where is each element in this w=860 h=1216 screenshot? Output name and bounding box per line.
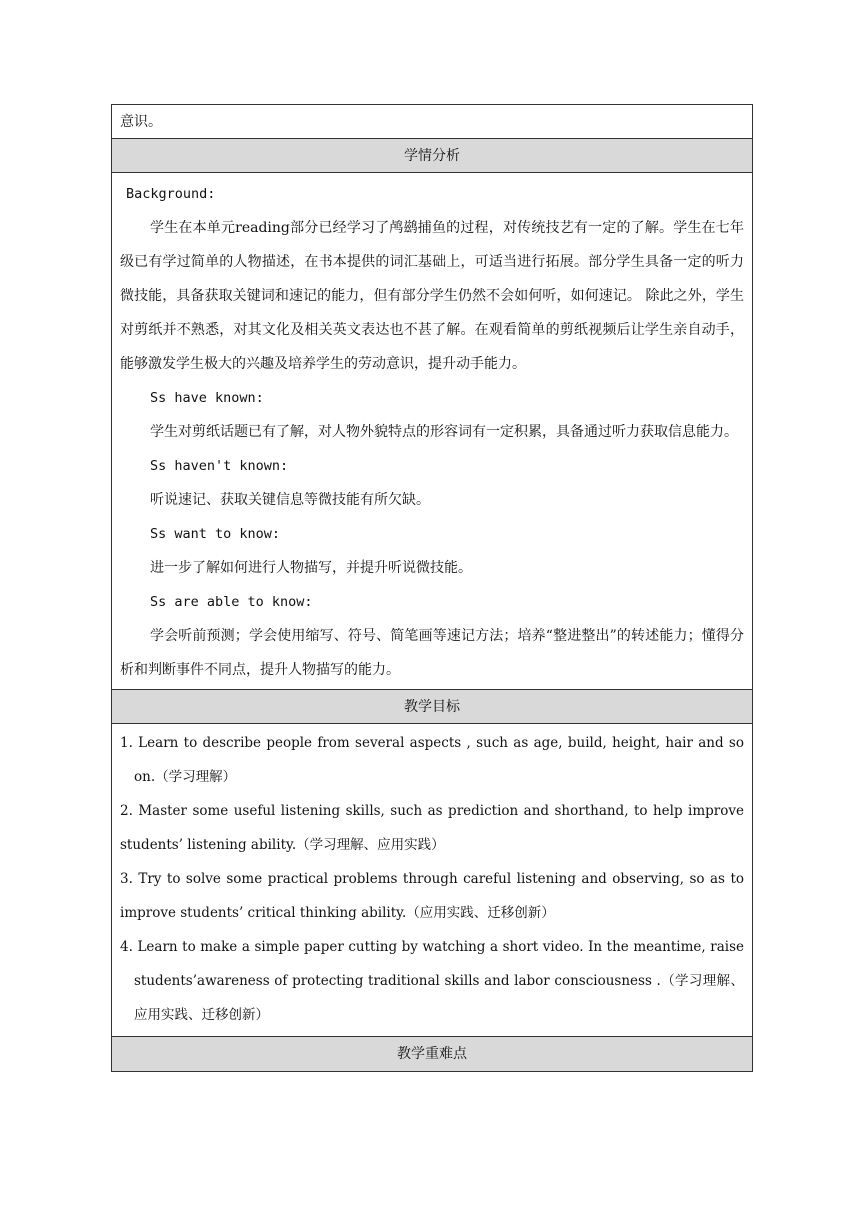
objective-item: 1. Learn to describe people from several aspects , such as age, build, height, hair and so on.（学习理解）	[120, 735, 744, 785]
student-analysis-header	[112, 139, 752, 173]
student-analysis-content	[112, 173, 752, 690]
key-points-title: 教学重难点	[397, 1046, 467, 1062]
known-text: 学生对剪纸话题已有了解，对人物外貌特点的形容词有一定积累，具备通过听力获取信息能力。	[150, 424, 738, 440]
intro-row	[112, 105, 752, 139]
not-known-label: Ss haven't known:	[150, 458, 289, 474]
background-text: 学生在本单元reading部分已经学习了鸬鹚捕鱼的过程，对传统技艺有一定的了解。学生在七年级已有学过简单的人物描述，在书本提供的词汇基础上，可适当进行拓展。部分学生具备一定的听力微技能，具备获取关键词和速记的能力，但有部分学生仍然不会如何听，如何速记。 除此之外，学生对剪纸并不熟悉，对其文化及相关英文表达也不甚了解。在观看简单的剪纸视频后让学生亲自动手，能够激发学生极大的兴趣及培养学生的劳动意识，提升动手能力。	[120, 220, 744, 372]
able-text: 学会听前预测；学会使用缩写、符号、简笔画等速记方法；培养“整进整出”的转述能力；懂得分析和判断事件不同点，提升人物描写的能力。	[120, 628, 744, 678]
student-analysis-title: 学情分析	[404, 148, 460, 164]
key-points-header	[112, 1037, 752, 1071]
not-known-text: 听说速记、获取关键信息等微技能有所欠缺。	[150, 492, 430, 508]
objective-item: 2. Master some useful listening skills, such as prediction and shorthand, to help improve students’ listening ability.（学习理解、应用实践）	[120, 803, 744, 853]
want-text: 进一步了解如何进行人物描写，并提升听说微技能。	[150, 560, 472, 576]
want-label: Ss want to know:	[150, 526, 281, 542]
able-label: Ss are able to know:	[150, 594, 313, 610]
known-label: Ss have known:	[150, 390, 264, 406]
objectives-content	[112, 724, 752, 1037]
objectives-header	[112, 690, 752, 724]
objective-item: 4. Learn to make a simple paper cutting by watching a short video. In the meantime, raise students’awareness of protecting traditional skills and labor consciousness .（学习理解、应用实践、迁移创新）	[120, 939, 744, 1023]
background-label: Background:	[126, 186, 216, 202]
objective-item: 3. Try to solve some practical problems through careful listening and observing, so as to improve students’ critical thinking ability.（应用实践、迁移创新）	[120, 871, 744, 921]
intro-text: 意识。	[120, 114, 162, 130]
lesson-plan-table	[111, 104, 753, 1072]
objectives-title: 教学目标	[404, 699, 460, 715]
